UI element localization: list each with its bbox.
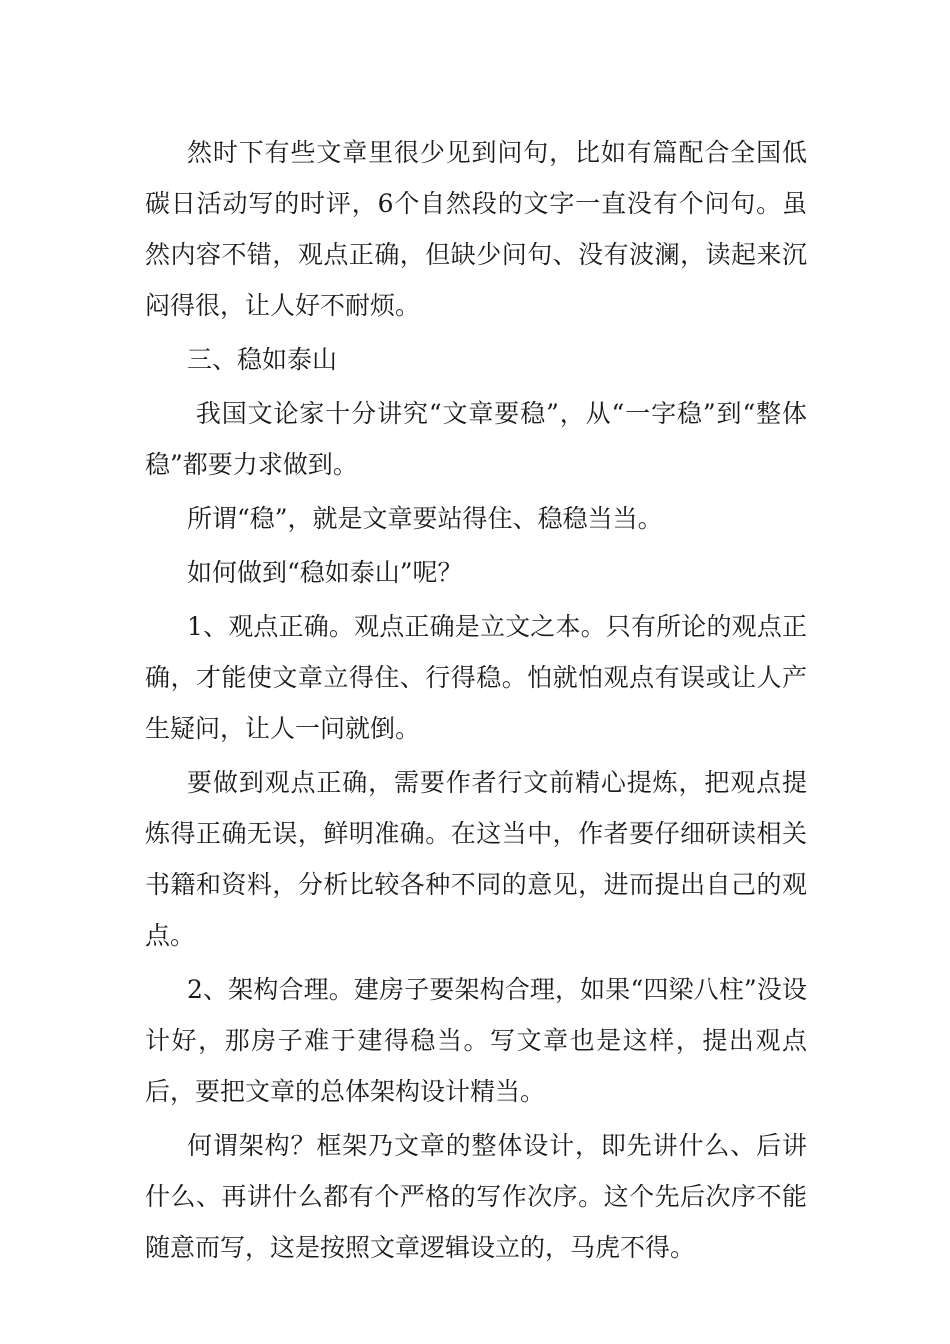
- paragraph: 1、观点正确。观点正确是立文之本。只有所论的观点正确，才能使文章立得住、行得稳。怕就怕观点有误或让人产生疑问，让人一问就倒。: [145, 612, 807, 743]
- paragraph: 所谓“稳”，就是文章要站得住、稳稳当当。: [187, 504, 663, 533]
- paragraph: 2、架构合理。建房子要架构合理，如果“四梁八柱”没设计好，那房子难于建得稳当。写文章也是这样，提出观点后，要把文章的总体架构设计精当。: [145, 975, 807, 1106]
- paragraph: 我国文论家十分讲究“文章要稳”，从“一字稳”到“整体稳”都要力求做到。: [145, 399, 808, 479]
- section-heading: 三、稳如泰山: [187, 345, 338, 374]
- paragraph: 然时下有些文章里很少见到问句，比如有篇配合全国低碳日活动写的时评，6个自然段的文字一直没有个问句。虽然内容不错，观点正确，但缺少问句、没有波澜，读起来沉闷得很，让人好不耐烦。: [145, 138, 807, 320]
- paragraph: 要做到观点正确，需要作者行文前精心提炼，把观点提炼得正确无误，鲜明准确。在这当中，作者要仔细研读相关书籍和资料，分析比较各种不同的意见，进而提出自己的观点。: [145, 768, 807, 950]
- document-body: [145, 127, 807, 1276]
- paragraph: 如何做到“稳如泰山”呢？: [187, 558, 463, 587]
- paragraph: 何谓架构？框架乃文章的整体设计，即先讲什么、后讲什么、再讲什么都有个严格的写作次序。这个先后次序不能随意而写，这是按照文章逻辑设立的，马虎不得。: [145, 1131, 807, 1262]
